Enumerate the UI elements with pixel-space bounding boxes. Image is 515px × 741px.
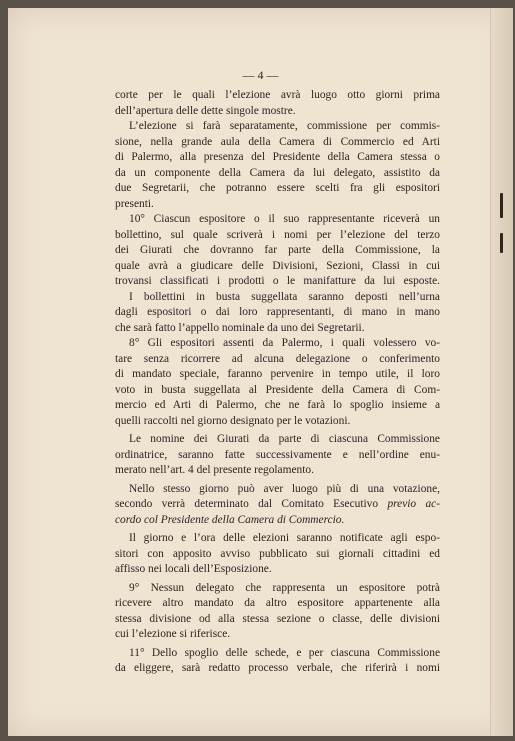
text-line-content: 10° Ciascun espositore o il suo rappresentante riceverà un bbox=[129, 213, 440, 225]
text-line bbox=[115, 305, 440, 321]
text-line bbox=[115, 612, 440, 628]
italic-text: previo ac- bbox=[387, 498, 441, 510]
text-line bbox=[115, 661, 440, 677]
text-line-content: cui l’elezione si riferisce. bbox=[115, 628, 231, 640]
text-line-content: Il giorno e l’ora delle elezioni saranno notificate agli espo- bbox=[129, 532, 440, 544]
text-line bbox=[115, 646, 440, 662]
text-line bbox=[115, 497, 440, 513]
text-line bbox=[115, 212, 440, 228]
text-line-content: sione, nella grande aula della Camera di Commercio ed Arti bbox=[115, 135, 440, 148]
text-line-content: mercio ed Arti di Palermo, che ne farà lo spoglio insieme a bbox=[115, 399, 440, 411]
text-line-content: Le nomine dei Giurati da parte di ciascuna Commissione bbox=[129, 433, 440, 445]
text-line-content: quelli raccolti nel giorno designato per le votazioni. bbox=[115, 414, 351, 427]
text-line-content: tare senza ricorrere ad alcuna delegazione o conferimento bbox=[115, 352, 440, 365]
text-line-content: due Segretarii, che potranno essere scelti fra gli espositori bbox=[115, 182, 440, 194]
text-line bbox=[115, 398, 440, 414]
text-line bbox=[115, 274, 440, 290]
text-line bbox=[115, 336, 440, 352]
text-line-content: presenti. bbox=[115, 197, 154, 210]
binding-spine bbox=[490, 8, 513, 736]
text-line-content: bollettino, sul quale scriverà i nomi per l’elezione del terzo bbox=[115, 228, 440, 241]
text-line bbox=[115, 135, 440, 151]
text-line bbox=[115, 448, 440, 464]
text-line bbox=[115, 383, 440, 399]
text-line-content: che sarà fatto l’appello nominale da uno dei Segretarii. bbox=[115, 321, 365, 334]
text-line bbox=[115, 432, 440, 448]
text-line-content: 11° Dello spoglio delle schede, e per ciascuna Commissione bbox=[129, 646, 440, 659]
text-line-content: ordinatrice, saranno fatte successivamente e nell’ordine enu- bbox=[115, 448, 440, 461]
text-line bbox=[115, 228, 440, 244]
text-line-content: dagli espositori o dai loro rappresentanti, di mano in mano bbox=[115, 306, 440, 318]
text-line-content: affisso nei locali dell’Esposizione. bbox=[115, 563, 272, 575]
text-line bbox=[115, 513, 440, 529]
text-line bbox=[115, 197, 440, 213]
text-line bbox=[115, 581, 440, 597]
text-line-content: trovansi classificati i prodotti o le manifatture da lui esposte. bbox=[115, 275, 440, 287]
document-page bbox=[8, 8, 513, 736]
text-line bbox=[115, 547, 440, 563]
text-line bbox=[115, 321, 440, 337]
text-line-content: da eliggere, sarà redatto processo verbale, che riferirà i nomi bbox=[115, 662, 440, 674]
text-line-content: 9° Nessun delegato che rappresenta un espositore potrà bbox=[129, 581, 440, 594]
text-line bbox=[115, 367, 440, 383]
binding-stitch bbox=[500, 193, 503, 218]
text-line-content: dei Giurati che dovranno far parte della Commissione, la bbox=[115, 244, 440, 256]
text-line bbox=[115, 414, 440, 430]
text-line bbox=[115, 352, 440, 368]
text-line-content: Nello stesso giorno può aver luogo più di una votazione, bbox=[129, 482, 440, 495]
text-line-content: I bollettini in busta suggellata saranno deposti nell’urna bbox=[129, 290, 440, 303]
text-line bbox=[115, 119, 440, 135]
text-line-content: di mandato speciale, faranno pervenire in tempo utile, il loro bbox=[115, 368, 440, 380]
text-line-content: quale avrà a giudicare delle Divisioni, Sezioni, Classi in cui bbox=[115, 259, 440, 272]
text-line bbox=[115, 181, 440, 197]
text-line bbox=[115, 463, 440, 479]
italic-text: cordo col Presidente della Camera di Commercio. bbox=[115, 513, 345, 526]
text-line bbox=[115, 627, 440, 643]
text-line-content: corte per le quali l’elezione avrà luogo otto giorni prima bbox=[115, 89, 440, 101]
body-text bbox=[115, 88, 440, 677]
text-line-content: merato nell’art. 4 del presente regolamento. bbox=[115, 464, 314, 476]
text-line bbox=[115, 531, 440, 547]
text-line bbox=[115, 259, 440, 275]
text-line-content: 8° Gli espositori assenti da Palermo, i quali volessero vo- bbox=[129, 337, 440, 349]
text-line-content: da un componente della Camera da lui delegato, assistito da bbox=[115, 166, 440, 179]
text-line bbox=[115, 243, 440, 259]
page-number: — 4 — bbox=[242, 68, 279, 82]
text-line bbox=[115, 104, 440, 120]
text-line-content: dell’apertura delle dette singole mostre. bbox=[115, 104, 296, 117]
text-line-content: sitori con apposito avviso pubblicato sui giornali cittadini ed bbox=[115, 547, 440, 560]
text-line bbox=[115, 482, 440, 498]
text-line-content: secondo verrà determinato dal Comitato Esecutivo bbox=[115, 498, 388, 510]
text-line bbox=[115, 290, 440, 306]
text-line-content: di Palermo, alla presenza del Presidente della Camera stessa o bbox=[115, 151, 440, 163]
text-line bbox=[115, 88, 440, 104]
text-line bbox=[115, 150, 440, 166]
text-line-content: ricevere altro mandato da altro espositore appartenente alla bbox=[115, 597, 440, 609]
text-line-content: L’elezione si farà separatamente, commissione per commis- bbox=[129, 120, 440, 132]
text-line-content: voto in busta suggellata al Presidente della Camera di Com- bbox=[115, 383, 440, 396]
binding-stitch bbox=[500, 233, 503, 253]
text-line-content: stessa divisione od alla stessa sezione o classe, delle divisioni bbox=[115, 612, 440, 625]
text-line bbox=[115, 562, 440, 578]
text-line bbox=[115, 596, 440, 612]
text-line bbox=[115, 166, 440, 182]
